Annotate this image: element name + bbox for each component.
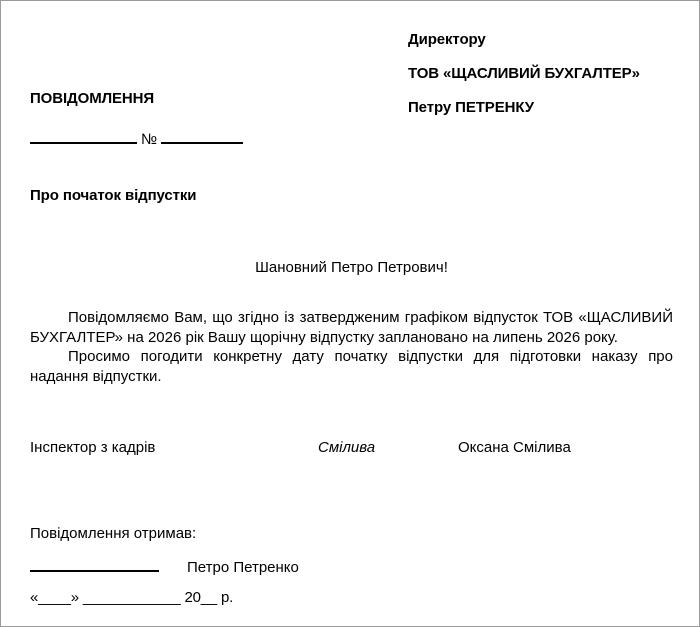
document-date-blank (30, 129, 137, 144)
receipt-heading: Повідомлення отримав: (30, 525, 197, 542)
document-number-blank (161, 129, 243, 144)
document-number-line (30, 129, 243, 148)
addressee-line-company: ТОВ «ЩАСЛИВИЙ БУХГАЛТЕР» (408, 65, 640, 82)
receipt-date-line: «____» ____________ 20__ р. (30, 589, 234, 606)
document-body (30, 1, 673, 626)
body-text (30, 308, 673, 386)
document-subject: Про початок відпустки (30, 187, 197, 204)
addressee-block (408, 23, 673, 125)
handwritten-signature: Смілива (318, 439, 376, 456)
body-paragraph-1: Повідомляємо Вам, що згідно із затвердженим графіком відпусток ТОВ «ЩАСЛИВИЙ БУХГАЛТЕР» на 2026 рік Вашу щорічну відпустку заплановано на липень 2026 року. (30, 309, 673, 346)
document-title: ПОВІДОМЛЕННЯ (30, 90, 155, 107)
addressee-line-name: Петру ПЕТРЕНКУ (408, 99, 534, 116)
number-symbol: № (141, 131, 158, 148)
receipt-signature-row (30, 557, 299, 576)
receipt-recipient-name: Петро Петренко (187, 559, 299, 576)
body-paragraph-2: Просимо погодити конкретну дату початку відпустки для підготовки наказу про надання відпустки. (30, 348, 673, 385)
signature-row (30, 439, 673, 459)
signer-full-name: Оксана Смілива (458, 439, 571, 456)
signer-position: Інспектор з кадрів (30, 439, 156, 456)
salutation: Шановний Петро Петрович! (255, 259, 448, 276)
addressee-line-position: Директору (408, 31, 486, 48)
receipt-signature-blank (30, 557, 159, 572)
